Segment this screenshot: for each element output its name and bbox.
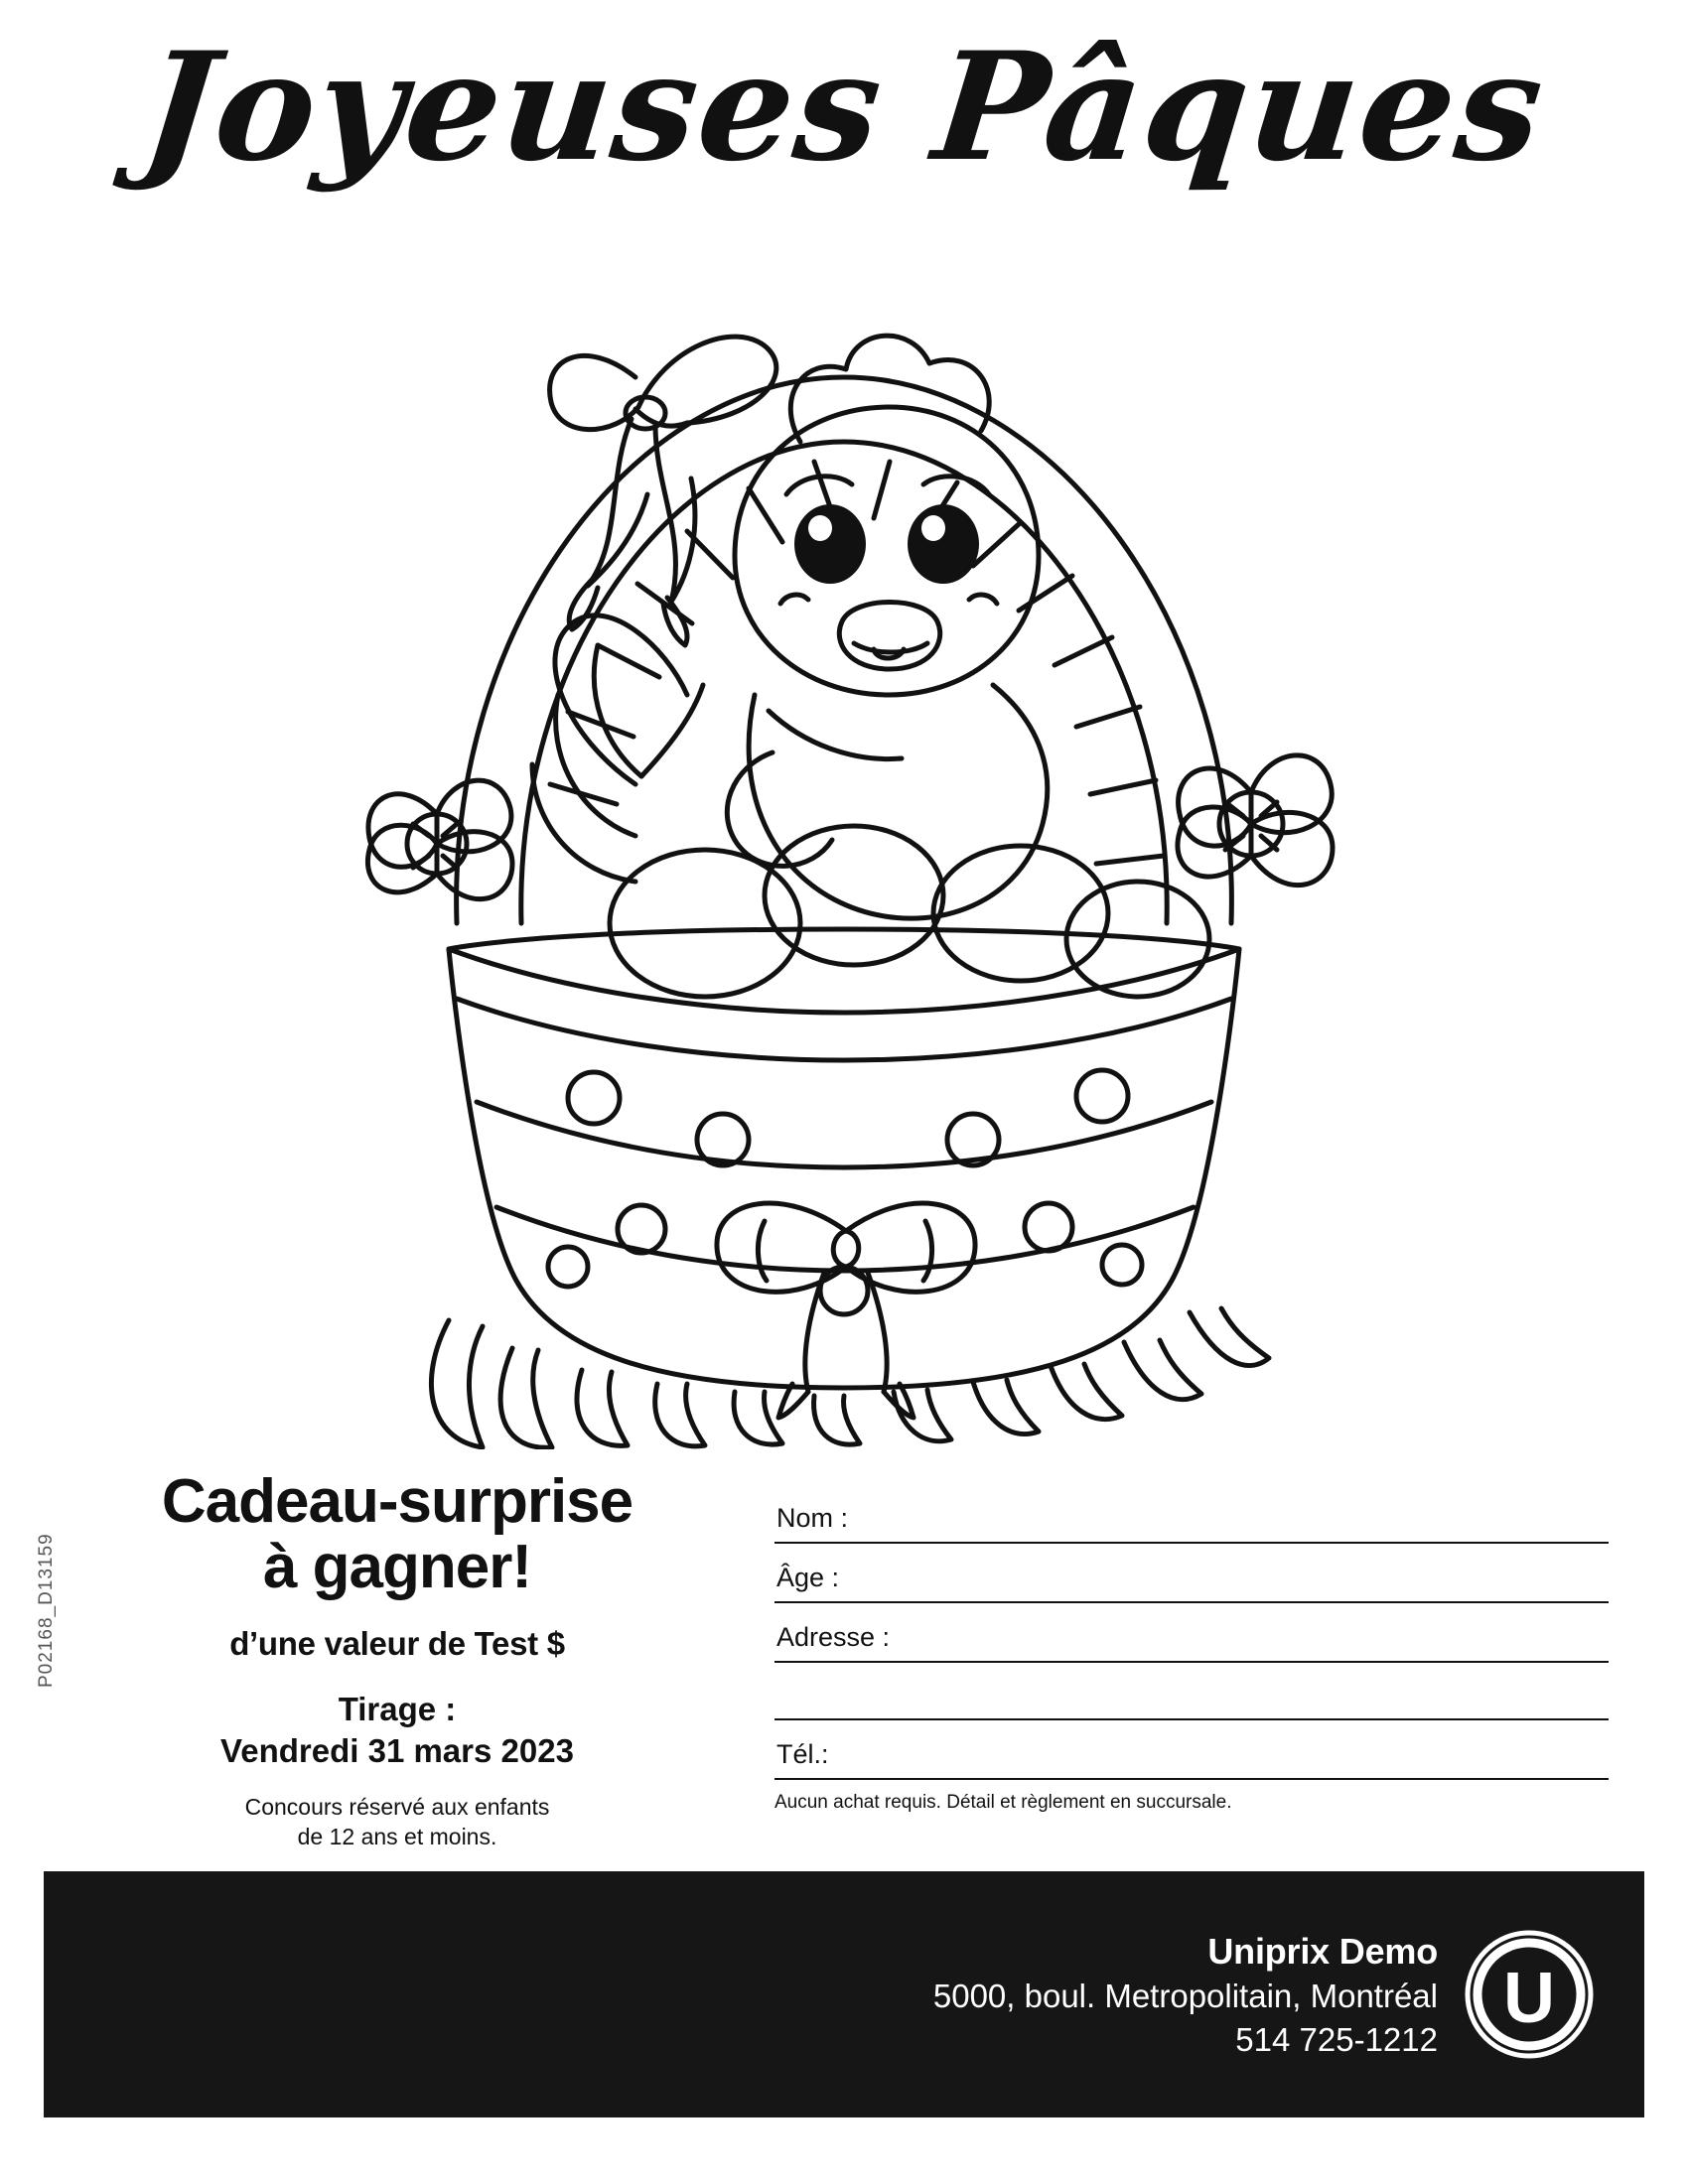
name-field-label: Nom : [776,1503,849,1533]
store-address: 5000, boul. Metropolitain, Montréal [932,1978,1438,2015]
age-field[interactable] [774,1544,1609,1603]
uniprix-logo-icon [1464,1929,1595,2060]
name-field[interactable] [774,1484,1609,1544]
phone-field-label: Tél.: [776,1739,829,1769]
svg-text:U: U [1503,1959,1555,2038]
fineprint-line-2: de 12 ans et moins. [297,1823,497,1849]
poster-title-area [0,20,1688,195]
store-phone: 514 725-1212 [1235,2020,1438,2058]
headline-line-2: à gagner! [262,1532,532,1601]
age-field-label: Âge : [776,1563,840,1592]
draw-date: Vendredi 31 mars 2023 [220,1731,574,1769]
promo-text-column [119,1469,675,1852]
job-code: P02168_D13159 [36,1533,57,1688]
store-name: Uniprix Demo [1207,1930,1438,1972]
store-footer-bar [44,1871,1644,2117]
address-field-label: Adresse : [776,1622,891,1652]
headline-line-1: Cadeau-surprise [161,1467,633,1536]
address-field[interactable] [774,1603,1609,1663]
address-field-line-2[interactable] [774,1663,1609,1720]
draw-label: Tirage : [338,1691,457,1728]
page-title: Joyeuses Pâques [135,20,1553,195]
contest-legal-text: Aucun achat requis. Détail et règlement en succursale. [774,1792,1232,1813]
phone-field[interactable] [774,1720,1609,1780]
easter-basket-chick-coloring-illustration [338,228,1350,1449]
prize-value: d’une valeur de Test $ [229,1625,565,1663]
fineprint-line-1: Concours réservé aux enfants [244,1793,550,1820]
entry-form [774,1484,1609,1814]
